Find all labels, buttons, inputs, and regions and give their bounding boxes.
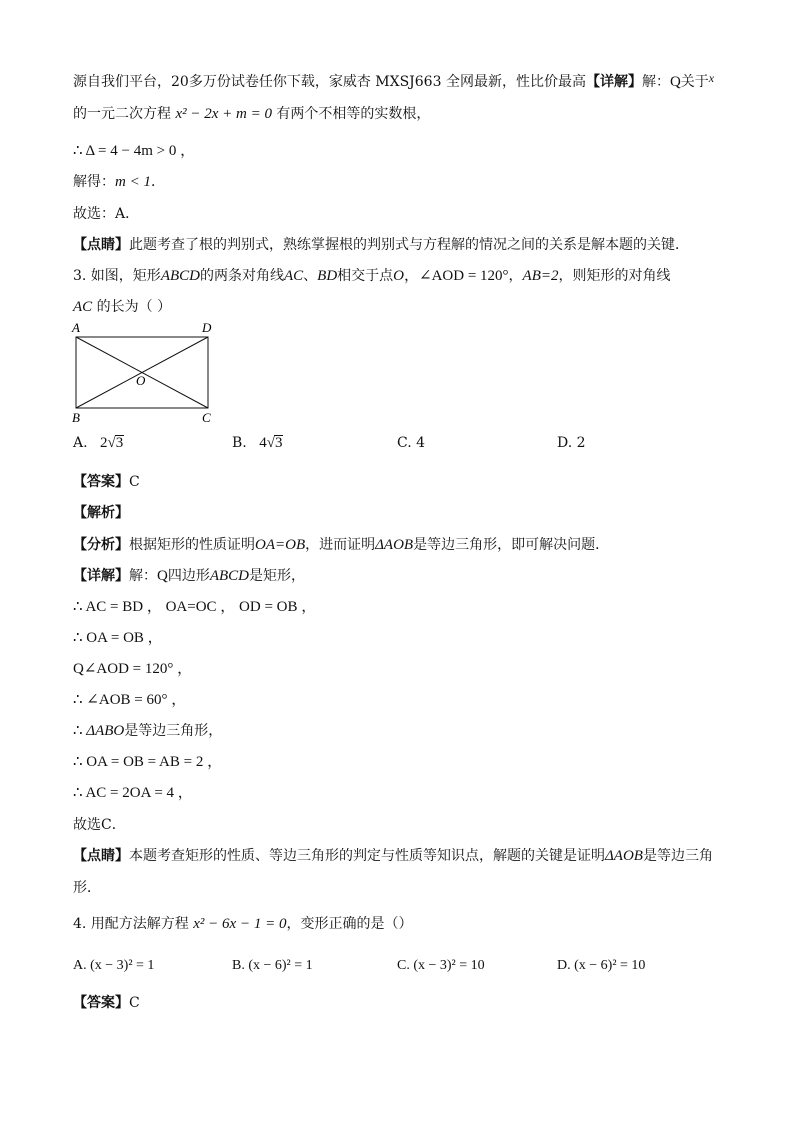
option-a-radicand: 3 bbox=[115, 435, 124, 451]
step-8: 故选C． bbox=[73, 817, 126, 833]
comment-line bbox=[73, 235, 689, 255]
option-b-radicand: 3 bbox=[274, 435, 283, 451]
answer-tag: 【答案】 bbox=[73, 474, 129, 490]
variable-x: x bbox=[708, 71, 715, 85]
detail-prefix: 解： bbox=[129, 568, 157, 584]
q3-ab: AB=2 bbox=[522, 268, 559, 284]
step-solve bbox=[73, 172, 165, 192]
question-3-stem-2 bbox=[73, 297, 171, 317]
detail-tag-2: 【详解】 bbox=[73, 568, 129, 584]
option-a-coef: 2 bbox=[100, 435, 108, 451]
label-c: C bbox=[202, 410, 211, 425]
q3-rect-name: ABCD bbox=[160, 268, 200, 284]
comment-tag-2: 【点睛】 bbox=[73, 848, 129, 864]
comment-text-2b: 是等边三角 bbox=[642, 848, 713, 864]
q4-intro: 4. 用配方法解方程 bbox=[73, 916, 189, 932]
analysis-eq: OA=OB bbox=[255, 537, 306, 553]
choose-line: 故选：A． bbox=[73, 206, 140, 222]
solution-prefix: 解： bbox=[641, 74, 670, 90]
q3-text-diagonals: 的两条对角线 bbox=[199, 268, 284, 284]
q4-answer bbox=[73, 993, 140, 1013]
q3-answer bbox=[73, 472, 140, 492]
label-a: A bbox=[72, 320, 80, 335]
q3-ac: AC bbox=[283, 268, 304, 284]
q3-intro: 3. 如图，矩形 bbox=[73, 268, 161, 284]
question-4-stem bbox=[73, 914, 412, 934]
step-discriminant: ∴ Δ = 4 − 4m > 0 ， bbox=[73, 143, 196, 159]
q3-length-question: 的长为（ ） bbox=[96, 299, 172, 315]
step-1: ∴ AC = BD ， OA=OC ， OD = OB ， bbox=[73, 599, 317, 615]
comment-line-2 bbox=[73, 846, 713, 866]
because-symbol-2: Q bbox=[157, 568, 168, 584]
q3-ac-2: AC bbox=[73, 299, 93, 315]
comment-text-2a: 本题考查矩形的性质、等边三角形的判定与性质等知识点，解题的关键是证明 bbox=[129, 848, 605, 864]
analysis-text-b: ，进而证明 bbox=[305, 537, 376, 553]
label-b: B bbox=[72, 410, 80, 425]
q4-option-c: C. (x − 3)² = 10 bbox=[397, 958, 485, 973]
q3-option-c: C. 4 bbox=[397, 435, 426, 451]
text-line-2 bbox=[73, 104, 430, 124]
q4-answer-value: C bbox=[129, 995, 140, 1011]
comment-text: 此题考查了根的判别式，熟练掌握根的判别式与方程解的情况之间的关系是解本题的关键． bbox=[129, 237, 689, 253]
text-about: 关于 bbox=[680, 74, 709, 90]
text-line-1 bbox=[73, 68, 714, 92]
answer-value: C bbox=[129, 474, 140, 490]
q3-option-d: D. 2 bbox=[557, 435, 586, 451]
q4-answer-tag: 【答案】 bbox=[73, 995, 129, 1011]
detail-line bbox=[73, 566, 305, 586]
analysis-line bbox=[73, 535, 609, 555]
label-d: D bbox=[202, 320, 212, 335]
analysis-triangle: ΔAOB bbox=[375, 537, 414, 553]
q3-angle: ，∠AOD = 120° bbox=[404, 268, 509, 284]
step-7: ∴ AC = 2OA = 4 ， bbox=[73, 785, 193, 801]
inequality-result: m < 1 bbox=[115, 174, 151, 190]
question-3-stem bbox=[73, 266, 670, 286]
q3-comma: ， bbox=[508, 268, 523, 284]
analysis-text-c: 是等边三角形，即可解决问题． bbox=[413, 537, 610, 553]
therefore-symbol: ∴ bbox=[73, 723, 87, 739]
detail-rect: ABCD bbox=[209, 568, 250, 584]
q3-bd: BD bbox=[317, 268, 338, 284]
equilateral-text: 是等边三角形， bbox=[124, 723, 223, 739]
text-equation-intro: 的一元二次方程 bbox=[73, 106, 171, 122]
period: ． bbox=[150, 174, 165, 190]
step-2: ∴ OA = OB ， bbox=[73, 630, 163, 646]
detail-text-is-rect: 是矩形， bbox=[249, 568, 306, 584]
detail-text-quad: 四边形 bbox=[167, 568, 210, 584]
option-b-coef: 4 bbox=[259, 435, 267, 451]
q4-equation: x² − 6x − 1 = 0 bbox=[193, 916, 287, 932]
text-solve: 解得： bbox=[73, 174, 115, 190]
option-a-label: A. bbox=[73, 435, 88, 451]
rectangle-figure bbox=[66, 318, 226, 428]
q3-sep: 、 bbox=[303, 268, 318, 284]
q3-point-o: O bbox=[393, 268, 404, 284]
because-symbol: Q bbox=[669, 74, 681, 90]
analysis-tag: 【分析】 bbox=[73, 537, 129, 553]
q3-text-then: ，则矩形的对角线 bbox=[558, 268, 671, 284]
option-b-label: B. bbox=[232, 435, 247, 451]
q3-text-intersect: 相交于点 bbox=[337, 268, 394, 284]
watermark-text: 源自我们平台，20多万份试卷任你下载，家威杏 MXSJ663 全网最新，性比价最高 bbox=[73, 74, 586, 90]
q4-question: ，变形正确的是（） bbox=[286, 916, 413, 932]
comment-triangle: ΔAOB bbox=[605, 848, 643, 864]
q3-option-a bbox=[73, 433, 124, 453]
triangle-abo: ΔABO bbox=[86, 723, 125, 739]
q4-option-b: B. (x − 6)² = 1 bbox=[232, 958, 313, 973]
q4-option-a: A. (x − 3)² = 1 bbox=[73, 958, 155, 973]
comment-line-2-cont: 形． bbox=[73, 880, 101, 896]
q3-option-b bbox=[232, 433, 283, 453]
step-4: ∴ ∠AOB = 60° ， bbox=[73, 692, 187, 708]
q4-option-d: D. (x − 6)² = 10 bbox=[557, 958, 646, 973]
equation-1: x² − 2x + m = 0 bbox=[175, 106, 272, 122]
text-roots: 有两个不相等的实数根， bbox=[276, 106, 431, 122]
analysis-header: 【解析】 bbox=[73, 505, 129, 521]
detail-tag: 【详解】 bbox=[585, 74, 642, 90]
radical-sign: √ bbox=[107, 435, 116, 451]
step-3: Q∠AOD = 120° ， bbox=[73, 661, 193, 677]
step-6: ∴ OA = OB = AB = 2 ， bbox=[73, 754, 223, 770]
comment-tag: 【点睛】 bbox=[73, 237, 129, 253]
analysis-text-a: 根据矩形的性质证明 bbox=[129, 537, 255, 553]
label-o: O bbox=[136, 373, 146, 388]
step-5 bbox=[73, 721, 222, 741]
radical-sign: √ bbox=[266, 435, 275, 451]
